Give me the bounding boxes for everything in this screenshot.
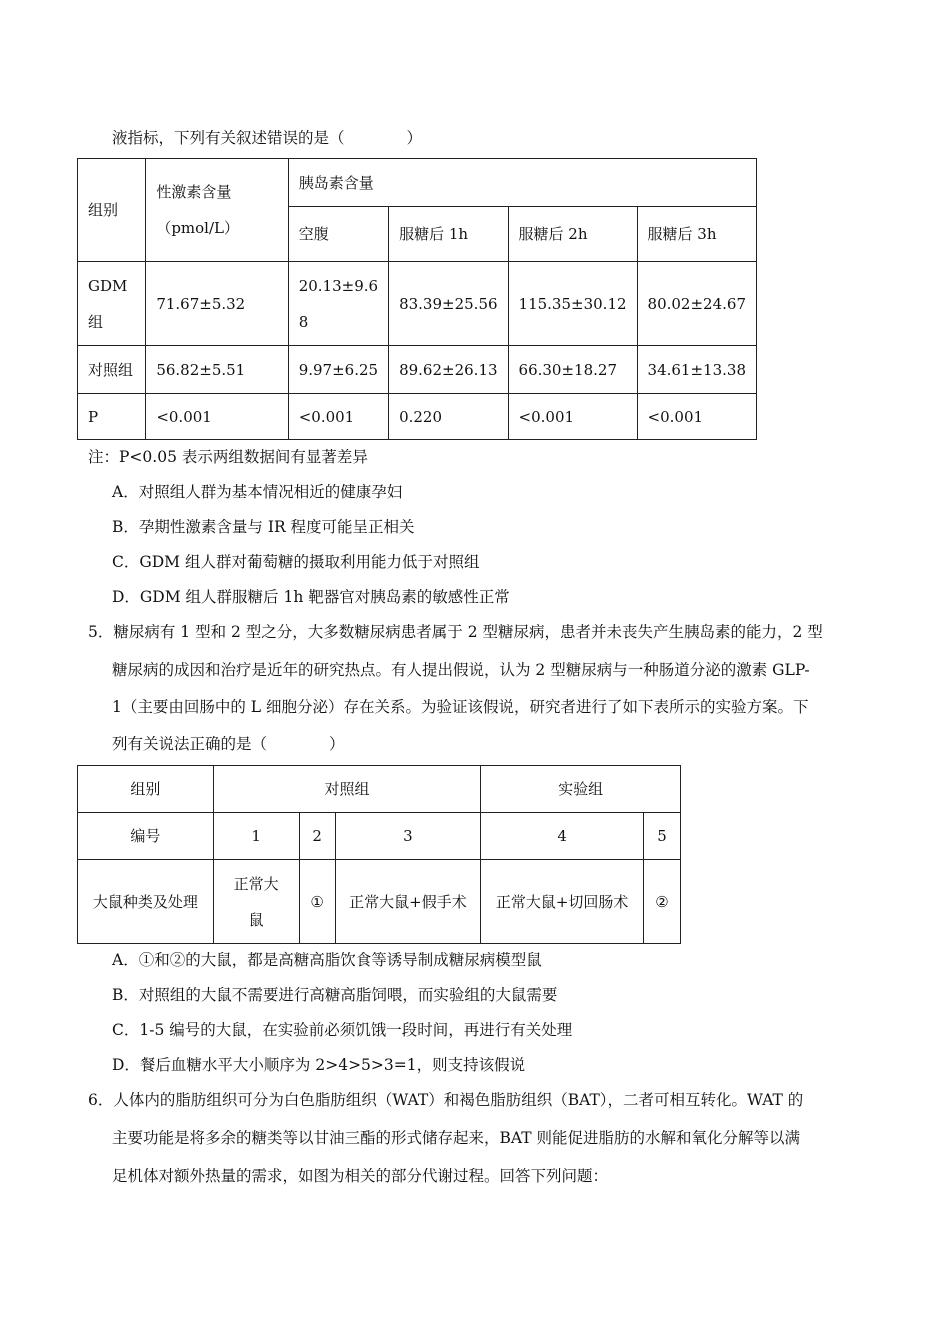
q5-header-number: 编号	[78, 813, 214, 860]
table-row	[78, 346, 757, 394]
table-cell: <0.001	[146, 394, 288, 440]
q5-header-treatment: 大鼠种类及处理	[78, 860, 214, 944]
q5-stem-line-4: 列有关说法正确的是（ ）	[112, 735, 345, 753]
q4-header-insulin: 胰岛素含量	[288, 159, 756, 207]
table-cell: ①	[299, 860, 335, 944]
table-cell: 5	[643, 813, 680, 860]
table-cell: 56.82±5.51	[146, 346, 288, 394]
table-cell: 9.97±6.25	[288, 346, 388, 394]
q4-header-sex-hormone: 性激素含量（pmol/L）	[146, 159, 288, 262]
q6-stem-line-3: 足机体对额外热量的需求，如图为相关的部分代谢过程。回答下列问题：	[112, 1167, 609, 1185]
q4-option-d: D．GDM 组人群服糖后 1h 靶器官对胰岛素的敏感性正常	[112, 588, 510, 606]
table-row	[78, 262, 757, 346]
q5-header-experiment: 实验组	[481, 766, 681, 813]
table-cell: 89.62±26.13	[389, 346, 508, 394]
q4-header-group: 组别	[78, 159, 146, 262]
table-cell: 71.67±5.32	[146, 262, 288, 346]
q4-option-c: C．GDM 组人群对葡萄糖的摄取利用能力低于对照组	[112, 553, 480, 571]
q5-stem-line-3: 1（主要由回肠中的 L 细胞分泌）存在关系。为验证该假说，研究者进行了如下表所示的实验方案。下	[112, 698, 809, 716]
table-cell: 正常大鼠+假手术	[335, 860, 481, 944]
table-cell: 正常大鼠+切回肠术	[481, 860, 644, 944]
q4-header-1h: 服糖后 1h	[389, 207, 508, 262]
q5-header-control: 对照组	[213, 766, 481, 813]
q5-option-d: D．餐后血糖水平大小顺序为 2>4>5>3=1，则支持该假说	[112, 1056, 526, 1074]
q5-header-group: 组别	[78, 766, 214, 813]
q4-header-2h: 服糖后 2h	[508, 207, 637, 262]
q5-stem-line-1: 5．糖尿病有 1 型和 2 型之分，大多数糖尿病患者属于 2 型糖尿病，患者并未丧失产生胰岛素的能力，2 型	[88, 623, 823, 641]
q4-header-fasting: 空腹	[288, 207, 388, 262]
q5-stem-line-2: 糖尿病的成因和治疗是近年的研究热点。有人提出假说，认为 2 型糖尿病与一种肠道分泌的激素 GLP-	[112, 661, 810, 679]
table-cell: 34.61±13.38	[637, 346, 756, 394]
table-cell: 20.13±9.68	[288, 262, 388, 346]
table-cell: <0.001	[637, 394, 756, 440]
table-cell: P	[78, 394, 146, 440]
table-cell: <0.001	[288, 394, 388, 440]
table-cell: 83.39±25.56	[389, 262, 508, 346]
table-cell: 对照组	[78, 346, 146, 394]
table-cell: 正常大鼠	[213, 860, 299, 944]
table-cell: ②	[643, 860, 680, 944]
table-cell: 3	[335, 813, 481, 860]
q4-option-a: A．对照组人群为基本情况相近的健康孕妇	[112, 483, 403, 501]
q4-note: 注：P<0.05 表示两组数据间有显著差异	[88, 448, 368, 466]
q6-stem-line-2: 主要功能是将多余的糖类等以甘油三酯的形式储存起来，BAT 则能促进脂肪的水解和氧化分解等以满	[112, 1129, 801, 1147]
table-cell: 115.35±30.12	[508, 262, 637, 346]
q4-stem-tail: 液指标，下列有关叙述错误的是（ ）	[112, 129, 423, 147]
q4-option-b: B．孕期性激素含量与 IR 程度可能呈正相关	[112, 518, 415, 536]
q4-header-3h: 服糖后 3h	[637, 207, 756, 262]
q5-option-a: A．①和②的大鼠，都是高糖高脂饮食等诱导制成糖尿病模型鼠	[112, 951, 542, 969]
table-cell: 66.30±18.27	[508, 346, 637, 394]
table-cell: 4	[481, 813, 644, 860]
table-row	[78, 394, 757, 440]
table-cell: GDM 组	[78, 262, 146, 346]
table-cell: 80.02±24.67	[637, 262, 756, 346]
q5-option-b: B．对照组的大鼠不需要进行高糖高脂饲喂，而实验组的大鼠需要	[112, 986, 558, 1004]
q5-table	[77, 765, 681, 944]
table-cell: <0.001	[508, 394, 637, 440]
q4-table	[77, 158, 757, 440]
table-cell: 1	[213, 813, 299, 860]
q5-option-c: C．1-5 编号的大鼠，在实验前必须饥饿一段时间，再进行有关处理	[112, 1021, 573, 1039]
q6-stem-line-1: 6．人体内的脂肪组织可分为白色脂肪组织（WAT）和褐色脂肪组织（BAT），二者可相互转化。WAT 的	[88, 1091, 804, 1109]
table-cell: 0.220	[389, 394, 508, 440]
table-cell: 2	[299, 813, 335, 860]
